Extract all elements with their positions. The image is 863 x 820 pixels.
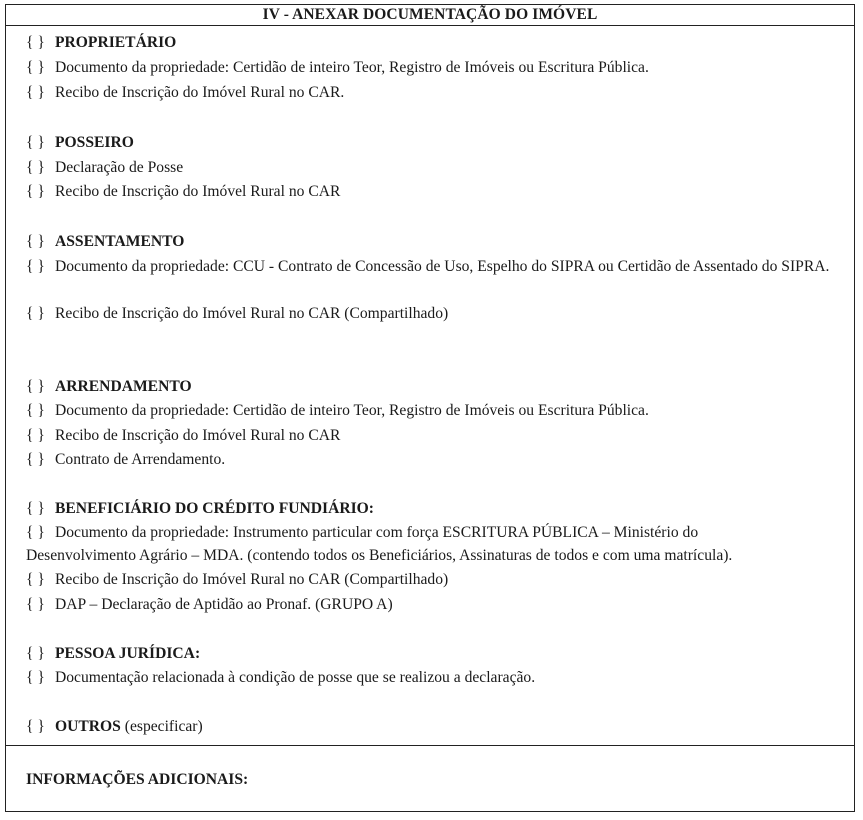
checkbox[interactable]: { } [26,451,45,468]
additional-info-label: INFORMAÇÕES ADICIONAIS: [26,771,249,788]
checklist-item: { } Documentação relacionada à condição de posse que se realizou a declaração. [26,667,836,689]
checkbox[interactable]: { } [26,645,45,662]
divider [6,745,854,746]
checklist-item: { } Documento da propriedade: Instrumento particular com força ESCRITURA PÚBLICA – Ministério do Desenvolvimento Agrário – MDA. (contendo todos os Beneficiários, Assinaturas de todos e com uma matrícula). [26,521,776,567]
checklist-item: { } Documento da propriedade: CCU - Contrato de Concessão de Uso, Espelho do SIPRA ou Certidão de Assentado do SIPRA. [26,255,836,278]
checkbox[interactable]: { } [26,571,45,588]
checklist-item: { } Contrato de Arrendamento. [26,449,836,471]
checkbox[interactable]: { } [26,84,45,101]
checklist-heading-arrendamento: { } ARRENDAMENTO [26,376,836,398]
checklist-heading-assentamento: { } ASSENTAMENTO [26,231,836,253]
checklist-heading-pessoa-juridica: { } PESSOA JURÍDICA: [26,643,836,665]
checkbox[interactable]: { } [26,378,45,395]
checkbox[interactable]: { } [26,183,45,200]
checklist-item: { } Declaração de Posse [26,157,836,179]
checkbox[interactable]: { } [26,669,45,686]
checkbox[interactable]: { } [26,718,45,735]
section-title: IV - ANEXAR DOCUMENTAÇÃO DO IMÓVEL [6,5,854,26]
checklist-item: { } Recibo de Inscrição do Imóvel Rural no CAR (Compartilhado) [26,303,836,325]
checklist-item: { } Documento da propriedade: Certidão de inteiro Teor, Registro de Imóveis ou Escritura Pública. [26,400,836,422]
checklist-heading-outros: { } OUTROS (especificar) [26,716,836,738]
checklist-heading-proprietario: { } PROPRIETÁRIO [26,32,836,54]
checklist-item: { } Recibo de Inscrição do Imóvel Rural no CAR [26,425,836,447]
checklist-item: { } Documento da propriedade: Certidão de inteiro Teor, Registro de Imóveis ou Escritura Pública. [26,57,836,79]
checklist-item: { } Recibo de Inscrição do Imóvel Rural no CAR. [26,82,836,104]
checkbox[interactable]: { } [26,500,45,517]
checkbox[interactable]: { } [26,59,45,76]
checkbox[interactable]: { } [26,402,45,419]
checkbox[interactable]: { } [26,427,45,444]
document-form [5,4,855,812]
checklist-heading-beneficiario: { } BENEFICIÁRIO DO CRÉDITO FUNDIÁRIO: [26,498,836,520]
checkbox[interactable]: { } [26,596,45,613]
checklist-item: { } Recibo de Inscrição do Imóvel Rural no CAR [26,181,836,203]
checkbox[interactable]: { } [26,159,45,176]
checkbox[interactable]: { } [26,305,45,322]
checkbox[interactable]: { } [26,524,45,541]
checklist-item: { } Recibo de Inscrição do Imóvel Rural no CAR (Compartilhado) [26,569,836,591]
checklist-item: { } DAP – Declaração de Aptidão ao Pronaf. (GRUPO A) [26,594,836,616]
checkbox[interactable]: { } [26,34,45,51]
checkbox[interactable]: { } [26,134,45,151]
checkbox[interactable]: { } [26,258,45,275]
checklist-heading-posseiro: { } POSSEIRO [26,132,836,154]
checkbox[interactable]: { } [26,233,45,250]
